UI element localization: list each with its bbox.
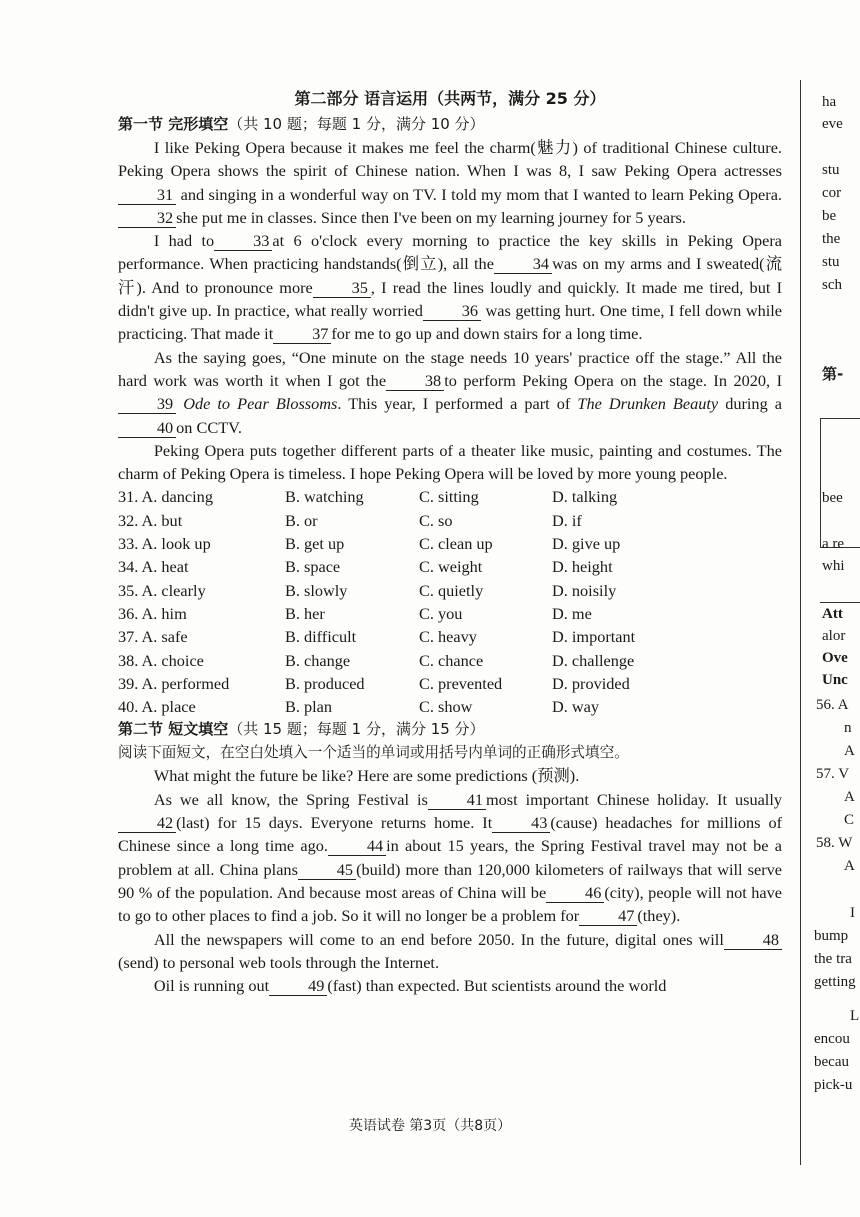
blank-41[interactable]: 41	[428, 791, 486, 810]
gap-fill-paragraph-4: Oil is running out 49 (fast) than expected. But scientists around the world	[153, 976, 667, 996]
section1-header	[118, 113, 782, 136]
section2-instruction: 阅读下面短文，在空白处填入一个适当的单词或用括号内单词的正确形式填空。	[118, 744, 629, 762]
option-row-36: 36. A. him B. her C. you D. me	[118, 603, 592, 623]
blank-49[interactable]: 49	[269, 977, 327, 996]
section2-desc: （共 15 题；每题 1 分，满分 15 分）	[228, 720, 485, 739]
option-row-31: 31. A. dancing B. watching C. sitting D. talking	[118, 487, 618, 507]
option-row-39: 39. A. performed B. produced C. prevented D. provided	[118, 673, 630, 693]
gap-fill-paragraph-3: All the newspapers will come to an end before 2050. In the future, digital ones will 48(send) to personal web tools through the Internet.	[118, 928, 782, 975]
option-row-38: 38. A. choice B. change C. chance D. challenge	[118, 650, 635, 670]
blank-42[interactable]: 42	[118, 814, 176, 833]
title-ode-to-pear-blossoms: Ode to Pear Blossoms	[176, 394, 338, 414]
blank-32[interactable]: 32	[118, 209, 176, 228]
section2-heading: 第二节 短文填空	[118, 720, 229, 739]
blank-48[interactable]: 48	[724, 931, 782, 950]
blank-44[interactable]: 44	[328, 837, 386, 856]
blank-45[interactable]: 45	[298, 861, 356, 880]
gap-fill-paragraph-2: As we all know, the Spring Festival is 41 most important Chinese holiday. It usually42 (last) for 15 days. Everyone returns home. It 43 (cause) headaches for millions of Chinese since a long time ago. 44 in about 15 years, the Spring Festival travel may not be a problem at all. China plans 45 (build) more than 120,000 kilometers of railways that will serve 90 % of the population. And because most areas of China will be 46 (city), people will not have to go to other places to find a job. So it will no longer be a problem for 47 (they).	[118, 789, 783, 926]
section1-desc: （共 10 题；每题 1 分，满分 10 分）	[228, 115, 485, 133]
option-row-35: 35. A. clearly B. slowly C. quietly D. noisily	[118, 580, 617, 600]
options-list	[118, 485, 782, 718]
part-title: 第二部分 语言运用（共两节，满分 25 分）	[294, 89, 606, 108]
option-row-33: 33. A. look up B. get up C. clean up D. give up	[118, 534, 621, 554]
blank-33[interactable]: 33	[214, 232, 272, 251]
blank-46[interactable]: 46	[546, 884, 604, 903]
blank-34[interactable]: 34	[494, 255, 552, 274]
blank-43[interactable]: 43	[492, 814, 550, 833]
blank-36[interactable]: 36	[423, 302, 481, 321]
option-row-40: 40. A. place B. plan C. show D. way	[118, 697, 600, 717]
next-page-fragment: ha eve stu cor be the stu sch 第- bee a re whi Att alor Ove Unc 56. A n A 57. V A C 58. W A I bump the tra getting L encou becau pick-u	[800, 0, 860, 1217]
main-column	[118, 86, 782, 997]
blank-40[interactable]: 40	[118, 419, 176, 438]
section1-heading: 第一节 完形填空	[118, 115, 229, 133]
option-row-32: 32. A. but B. or C. so D. if	[118, 510, 582, 530]
gap-fill-paragraph-1: What might the future be like? Here are some predictions (预测).	[153, 766, 580, 786]
blank-39[interactable]: 39	[118, 395, 176, 414]
blank-31[interactable]: 31	[118, 186, 176, 205]
cloze-paragraph-3: As the saying goes, “One minute on the stage needs 10 years' practice off the stage.” All the hard work was worth it when I got the 38 to perform Peking Opera on the stage. In 2020, I39 Ode to Pear Blossoms. This year, I performed a part of The Drunken Beauty during a40 on CCTV.	[118, 347, 783, 437]
option-row-34: 34. A. heat B. space C. weight D. height	[118, 557, 613, 577]
blank-47[interactable]: 47	[579, 907, 637, 926]
blank-35[interactable]: 35	[313, 279, 371, 298]
cloze-paragraph-4: Peking Opera puts together different parts of a theater like music, painting and costumes. The charm of Peking Opera is timeless. I hope Peking Opera will be loved by more young people.	[118, 440, 782, 484]
cloze-paragraph-2: I had to 33 at 6 o'clock every morning to practice the key skills in Peking Opera performance. When practicing handstands(倒立), all the 34 was on my arms and I sweated(流汗). And to pronounce more 35 , I read the lines loudly and quickly. It made me tired, but I didn't give up. In practice, what really worried 36 was getting hurt. One time, I fell down while practicing. That made it 37 for me to go up and down stairs for a long time.	[118, 231, 782, 344]
fragment-box	[820, 418, 860, 548]
cloze-paragraph-1: I like Peking Opera because it makes me feel the charm(魅力) of traditional Chinese culture. Peking Opera shows the spirit of Chinese nation. When I was 8, I saw Peking Opera actresses 31 and singing in a wonderful way on TV. I told my mom that I wanted to learn Peking Opera.32 she put me in classes. Since then I've been on my learning journey for 5 years.	[118, 138, 782, 227]
page-footer: 英语试卷 第3页（共8页）	[348, 1118, 512, 1134]
section2-header	[118, 718, 782, 741]
option-row-37: 37. A. safe B. difficult C. heavy D. important	[118, 627, 636, 647]
blank-37[interactable]: 37	[273, 325, 331, 344]
title-drunken-beauty: The Drunken Beauty	[577, 394, 719, 414]
blank-38[interactable]: 38	[386, 372, 444, 391]
